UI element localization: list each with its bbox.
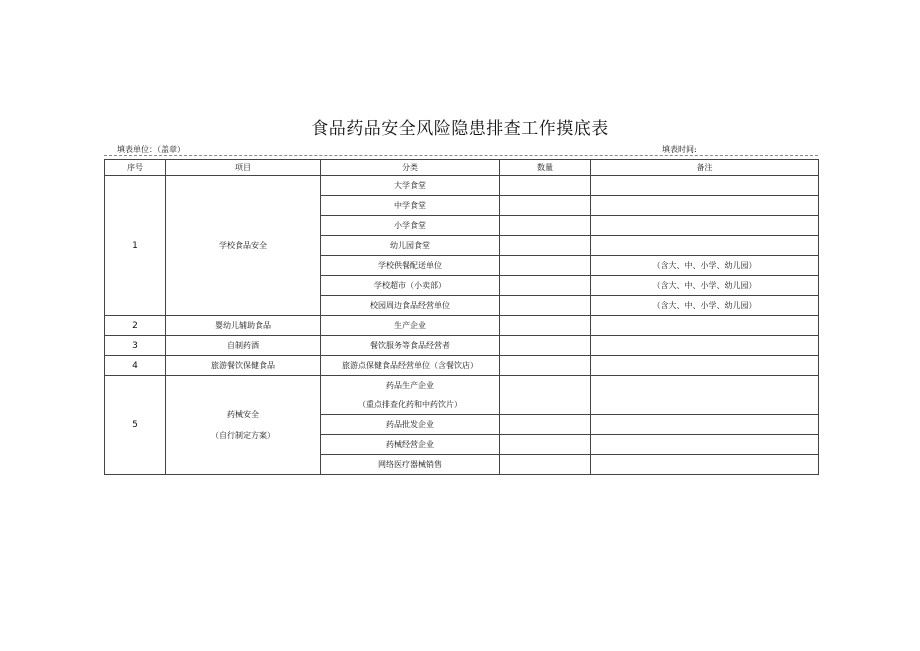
category-cell: 药械经营企业 <box>321 435 500 455</box>
table-row <box>105 316 819 336</box>
table-row <box>105 376 819 415</box>
remark-cell[interactable] <box>591 415 819 435</box>
header-divider <box>104 155 818 156</box>
quantity-cell[interactable] <box>500 376 591 415</box>
remark-cell[interactable] <box>591 196 819 216</box>
seq-cell: 3 <box>105 336 166 356</box>
remark-cell[interactable] <box>591 376 819 415</box>
remark-cell[interactable]: （含大、中、小学、幼儿园） <box>591 276 819 296</box>
category-label: 药品生产企业 <box>386 381 434 390</box>
remark-cell[interactable] <box>591 216 819 236</box>
category-cell: 幼儿园食堂 <box>321 236 500 256</box>
seq-cell: 5 <box>105 376 166 475</box>
header-category: 分类 <box>321 160 500 176</box>
category-cell: 小学食堂 <box>321 216 500 236</box>
quantity-cell[interactable] <box>500 455 591 475</box>
category-cell: 大学食堂 <box>321 176 500 196</box>
remark-cell[interactable] <box>591 236 819 256</box>
remark-cell[interactable]: （含大、中、小学、幼儿园） <box>591 256 819 276</box>
quantity-cell[interactable] <box>500 356 591 376</box>
item-cell <box>166 376 321 475</box>
category-cell: 旅游点保健食品经营单位（含餐饮店） <box>321 356 500 376</box>
survey-table <box>104 159 819 475</box>
item-sublabel: （自行制定方案） <box>211 431 275 440</box>
header-remark: 备注 <box>591 160 819 176</box>
item-cell: 婴幼儿辅助食品 <box>166 316 321 336</box>
category-cell: 药品批发企业 <box>321 415 500 435</box>
quantity-cell[interactable] <box>500 316 591 336</box>
category-cell: 校园周边食品经营单位 <box>321 296 500 316</box>
category-cell: 生产企业 <box>321 316 500 336</box>
quantity-cell[interactable] <box>500 196 591 216</box>
quantity-cell[interactable] <box>500 216 591 236</box>
quantity-cell[interactable] <box>500 415 591 435</box>
header-quantity: 数量 <box>500 160 591 176</box>
fill-unit-label: 填表单位：（盖章） <box>117 145 185 154</box>
table-header-row <box>105 160 819 176</box>
quantity-cell[interactable] <box>500 435 591 455</box>
quantity-cell[interactable] <box>500 296 591 316</box>
item-label: 药械安全 <box>227 410 259 419</box>
quantity-cell[interactable] <box>500 256 591 276</box>
table-row <box>105 176 819 196</box>
quantity-cell[interactable] <box>500 276 591 296</box>
seq-cell: 2 <box>105 316 166 336</box>
quantity-cell[interactable] <box>500 236 591 256</box>
item-cell: 学校食品安全 <box>166 176 321 316</box>
category-sublabel: （重点排查化药和中药饮片） <box>358 400 462 409</box>
remark-cell[interactable] <box>591 356 819 376</box>
quantity-cell[interactable] <box>500 336 591 356</box>
page-title: 食品药品安全风险隐患排查工作摸底表 <box>311 119 609 139</box>
item-cell: 旅游餐饮保健食品 <box>166 356 321 376</box>
header-item: 项目 <box>166 160 321 176</box>
quantity-cell[interactable] <box>500 176 591 196</box>
remark-cell[interactable] <box>591 455 819 475</box>
remark-cell[interactable] <box>591 316 819 336</box>
remark-cell[interactable] <box>591 176 819 196</box>
item-cell: 自制药酒 <box>166 336 321 356</box>
remark-cell[interactable] <box>591 336 819 356</box>
category-cell: 网络医疗器械销售 <box>321 455 500 475</box>
category-cell <box>321 376 500 415</box>
remark-cell[interactable]: （含大、中、小学、幼儿园） <box>591 296 819 316</box>
category-cell: 学校供餐配送单位 <box>321 256 500 276</box>
fill-time-label: 填表时间: <box>662 145 697 154</box>
remark-cell[interactable] <box>591 435 819 455</box>
category-cell: 学校超市（小卖部） <box>321 276 500 296</box>
category-cell: 餐饮服务等食品经营者 <box>321 336 500 356</box>
table-row <box>105 336 819 356</box>
seq-cell: 1 <box>105 176 166 316</box>
header-seq: 序号 <box>105 160 166 176</box>
category-cell: 中学食堂 <box>321 196 500 216</box>
table-row <box>105 356 819 376</box>
seq-cell: 4 <box>105 356 166 376</box>
